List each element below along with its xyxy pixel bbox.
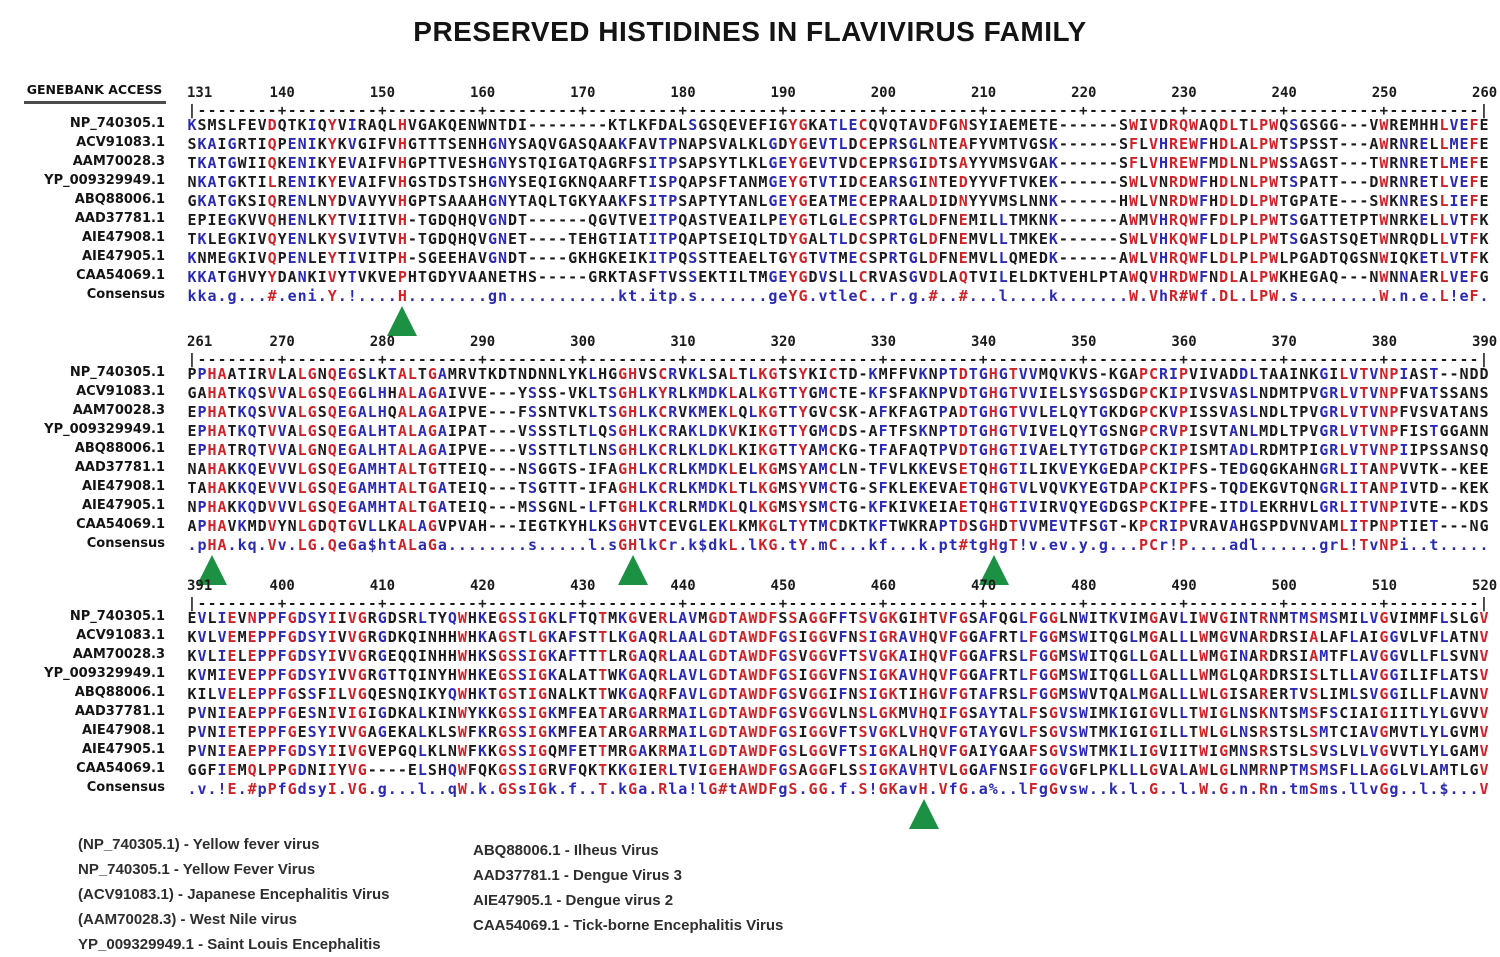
accession-label: AAD37781.1 (74, 211, 165, 226)
residues: TKATGWIIQKENIKYEVAIFVHGPTTVESHGNYSTQIGATQAGRFSITPSAPSYTLKLGEYGEVTVDCEPRSGIDTSAYYVMSVGAK------SFLVHREWFMDLNLPWSSAGST---TWRNRETLMEFE (187, 154, 1489, 172)
sequence-row (0, 134, 1500, 153)
conserved-histidine-arrow-icon (909, 799, 939, 829)
consensus-row (0, 286, 1500, 305)
residues: KNMEGKIVQPENLEYTIVITPH-SGEEHAVGNDT----GKHGKEIKITPQSSTTEAELTGYGTVTMECSPRTGLDFNEMVLLQMEDK------AWLVHRQWFLDLPLPWLPGADTQGSNWIQKETLVTFK (187, 249, 1489, 267)
accession-label: AAM70028.3 (72, 154, 165, 169)
sequence-row (0, 364, 1500, 383)
accession-label: ABQ88006.1 (74, 685, 165, 700)
residues: KSMSLFEVDQTKIQYVIRAQLHVGAKQENWNTDI--------KTLKFDALSGSQEVEFIGYGKATLECQVQTAVDFGNSYIAEMETE------SWIVDRQWAQDLTLPWQSGSGG---VWREMHHLVEFE (187, 116, 1489, 134)
legend-item: AIE47905.1 - Dengue virus 2 (473, 892, 674, 909)
accession-label: AIE47905.1 (82, 249, 165, 264)
sequence-row (0, 402, 1500, 421)
residues: NKATGKTILRENIKYEVAIFVHGSTDSTSHGNYSEQIGKNQAARFTISPQAPSFTANMGEYGTVTIDCEARSGINTEDYYVFTVKEK------SWLVNRDWFHDLNLPWTSPATT---DWRNRETLVEFE (187, 173, 1489, 191)
sequence-row (0, 722, 1500, 741)
residues: APHAVKMDVYNLGDQTGVLLKALAGVPVAH---IEGTKYHLKSGHVTCEVGLEKLKMKGLTYTMCDKTKFTWKRAPTDSGHDTVVMEVTFSGT-KPCRIPVRAVAHGSPDVNVAMLITPNPTIET---NG (187, 517, 1489, 535)
ruler-numbers: 261 270 280 290 300 310 320 330 340 350 360 370 380 390 (187, 334, 1498, 350)
conserved-histidine-arrow-icon (387, 306, 417, 336)
sequence-row (0, 172, 1500, 191)
sequence-row (0, 741, 1500, 760)
consensus-residues: .pHA.kq.Vv.LG.QeGa$htALaGa........s.....l.sGHlkCr.k$dkL.lKG.tY.mC...kf...k.pt#tgHgT!v.ev.y.g...PCr!P....adl......grL!TvNPi..t..... (187, 536, 1489, 554)
accession-label: CAA54069.1 (76, 268, 165, 283)
ruler-numbers: 131 140 150 160 170 180 190 200 210 220 230 240 250 260 (187, 85, 1498, 101)
residues: PVNIEAEPPFGDSYIIVGVEPGQLKLNWFKKGSSIGQMFETTMRGAKRMAILGDTAWDFGSLGGVFTSIGKALHQVFGAIYGAAFSGVSWTMKILIGVIITWIGMNSRSTSLSVSLVLVGVVTLYLGAMV (187, 742, 1489, 760)
residues: EVLIEVNPPFGDSYIIVGRGDSRLTYQWHKEGSSIGKLFTQTMKGVERLAVMGDTAWDFSSAGGFFTSVGKGIHTVFGSAFQGLFGGLNWITKVIMGAVLIWVGINTRNMTMSMSMILVGVIMMFLSLGV (187, 609, 1489, 627)
sequence-row (0, 383, 1500, 402)
residues: EPHATKQTVVALGSQEGALHTALAGAIPAT---VSSSTLTLQSGHLKCRAKLDKVKIKGTTYGMCDS-AFTFSKNPTDTGHGTVIVELQYTGSNGPCRVPISVTANLMDLTPVGRLVTVNPFISTGGANN (187, 422, 1489, 440)
consensus-residues: kka.g...#.eni.Y.!....H........gn...........kt.itp.s.......geYG.vtleC..r.g.#..#...l....k.......W.VhR#Wf.DL.LPW.s........W.n.e.L!eF. (187, 287, 1489, 305)
residues: EPIEGKVVQHENLKYTVIITVH-TGDQHQVGNDT------QGVTVEITPQASTVEAILPEYGTLGLECSPRTGLDFNEMILLTMKNK------AWMVHRQWFFDLPLPWTSGATTETPTWNRKELLVTFK (187, 211, 1489, 229)
legend-item: YP_009329949.1 - Saint Louis Encephalitis (78, 936, 381, 953)
residues: EPHATKQSVVALGSQEGALHQALAGAIPVE---FSSNTVKLTSGHLKCRVKMEKLQLKGTTYGVCSK-AFKFAGTPADTGHGTVVLELQYTGKDGPCKVPISSVASLNDLTPVGRLVTVNPFVSVATANS (187, 403, 1489, 421)
residues: NAHAKKQEVVVLGSQEGAMHTALTGTTEIQ---NSGGTS-IFAGHLKCRLKMDKLELKGMSYAMCLN-TFVLKKEVSETQHGTILIKVEYKGEDAPCKIPFS-TEDGQGKAHNGRLITANPVVTK--KEE (187, 460, 1489, 478)
accession-label: AAM70028.3 (72, 647, 165, 662)
legend-item: NP_740305.1 - Yellow Fever Virus (78, 861, 316, 878)
residues: TAHAKKQEVVVLGSQEGAMHTALTGATEIQ---TSGTTT-IFAGHLKCRLKMDKLTLKGMSYVMCTG-SFKLEKEVAETQHGTVLVQVKYEGTDAPCKIPFS-TQDEKGVTQNGRLITANPIVTD--KEK (187, 479, 1489, 497)
accession-label: ABQ88006.1 (74, 441, 165, 456)
sequence-row (0, 248, 1500, 267)
sequence-row (0, 684, 1500, 703)
accession-label: AIE47908.1 (82, 723, 165, 738)
sequence-row (0, 608, 1500, 627)
consensus-label: Consensus (86, 536, 165, 551)
accession-label: AIE47905.1 (82, 742, 165, 757)
accession-label: YP_009329949.1 (44, 666, 165, 681)
sequence-row (0, 665, 1500, 684)
consensus-row (0, 535, 1500, 554)
sequence-row (0, 440, 1500, 459)
sequence-row (0, 267, 1500, 286)
accession-label: ACV91083.1 (76, 628, 165, 643)
legend-item: (AAM70028.3) - West Nile virus (78, 911, 297, 928)
residues: SKAIGRTIQPENIKYKVGIFVHGTTTSENHGNYSAQVGASQAAKFAVTPNAPSVALKLGDYGEVTLDCEPRSGLNTEAFYVMTVGSK------SFLVHREWFHDLALPWTSPSST---AWRNRELLMEFE (187, 135, 1489, 153)
legend-item: (ACV91083.1) - Japanese Encephalitis Virus (78, 886, 390, 903)
legend-item: ABQ88006.1 - Ilheus Virus (473, 842, 659, 859)
accession-label: AAD37781.1 (74, 460, 165, 475)
residues: KILVELEPPFGSSFILVGQESNQIKYQWHKTGSTIGNALKTTWKGAQRFAVLGDTAWDFGSVGGIFNSIGKTIHGVFGTAFRSLFGGMSWVTQALMGALLLWLGISARERTVSLIMLSVGGILLFLAVNV (187, 685, 1489, 703)
legend-right-column (473, 838, 783, 938)
accession-label: AAM70028.3 (72, 403, 165, 418)
sequence-row (0, 760, 1500, 779)
accession-label: AAD37781.1 (74, 704, 165, 719)
sequence-row (0, 115, 1500, 134)
consensus-residues: .v.!E.#pPfGdsyI.VG.g...l..qW.k.GSsIGk.f..T.kGa.Rla!lG#tAWDFgS.GG.f.S!GKavH.VfG.a%..lFgGvsw..k.l.G..l.W.G.n.Rn.tmSms.llvGg..l.$...V (187, 780, 1489, 798)
legend-item: AAD37781.1 - Dengue Virus 3 (473, 867, 682, 884)
accession-label: ACV91083.1 (76, 135, 165, 150)
sequence-row (0, 627, 1500, 646)
residues: PVNIETEPPFGESYIVVGAGEKALKLSWFKRGSSIGKMFEATARGARRMAILGDTAWDFGSIGGVFTSVGKLVHQVFGTAYGVLFSGVSWTMKIGIGILLTWLGLNSRSTSLSMTCIAVGMVTLYLGVMV (187, 723, 1489, 741)
residues: PPHAATIRVLALGNQEGSLKTALTGAMRVTKDTNDNNLYKLHGGHVSCRVKLSALTLKGTSYKICTD-KMFFVKNPTDTGHGTVVMQVKVS-KGAPCRIPVIVADDLTAAINKGILVTVNPIAST--NDD (187, 365, 1489, 383)
sequence-row (0, 153, 1500, 172)
residues: GKATGKSIQRENLNYDVAVYVHGPTSAAAHGNYTAQLTGKYAAKFSITPSAPTYTANLGEYGEATMECEPRAALDIDNYYVMSLNNK------HWLVNRDWFHDLDLPWTGPATE---SWKNRESLIEFE (187, 192, 1489, 210)
accession-label: ACV91083.1 (76, 384, 165, 399)
accession-label: NP_740305.1 (69, 609, 165, 624)
consensus-label: Consensus (86, 780, 165, 795)
residues: TKLEGKIVQYENLKYSVIVTVH-TGDQHQVGNET----TEHGTIATITPQAPTSEIQLTDYGALTLDCSPRTGLDFNEMVLLTMKEK------SWLVHKQWFLDLPLPWTSGASTSQETWNRQDLLVTFK (187, 230, 1489, 248)
accession-label: CAA54069.1 (76, 517, 165, 532)
accession-label: YP_009329949.1 (44, 422, 165, 437)
figure-title: PRESERVED HISTIDINES IN FLAVIVIRUS FAMILY (413, 16, 1087, 47)
accession-label: NP_740305.1 (69, 365, 165, 380)
accession-label: CAA54069.1 (76, 761, 165, 776)
ruler-numbers: 391 400 410 420 430 440 450 460 470 480 490 500 510 520 (187, 578, 1498, 594)
ruler-line: | - - - - - - - - + - - - - - - - - - + - - - - - - - - - + - - - - - - - - - + - - - - - - - - - + - - - - - - - - - + - - - - - - - - - + - - - - - - - - - + - - - - - - - - - + - - - - - - - - - + - - - - - - - - - + - - - - - - - - - + - - - - - - - - - | (187, 596, 1489, 612)
residues: GAHATKQSVVALGSQEGGLHHALAGAIVVE---YSSS-VKLTSGHLKYRLKMDKLALKGTTYGMCTE-KFSFAKNPVDTGHGTVVIELSYSGSDGPCKIPIVSVASLNDMTPVGRLVTVNPFVATSSANS (187, 384, 1489, 402)
sequence-row (0, 497, 1500, 516)
residues: KVLIELEPPFGDSYIVVGRGEQQINHHWHKSGSSIGKAFTTTLRGAQRLAALGDTAWDFGSVGGVFTSVGKAIHQVFGGAFRSLFGGMSWITQGLLGALLLWMGINARDRSIAMTFLAVGGVLLFLSVNV (187, 647, 1489, 665)
sequence-row (0, 210, 1500, 229)
consensus-label: Consensus (86, 287, 165, 302)
accession-label: AIE47908.1 (82, 479, 165, 494)
accession-label: AIE47905.1 (82, 498, 165, 513)
residues: PVNIEAEPPFGESNIVIGIGDKALKINWYKKGSSIGKMFEATARGARRMAILGDTAWDFGSVGGVLNSLGKMVHQIFGSAYTALFSGVSWIMKIGIGVLLTWIGLNSKNTSMSFSCIAIGIITLYLGVVV (187, 704, 1489, 722)
sequence-row (0, 478, 1500, 497)
accession-label: NP_740305.1 (69, 116, 165, 131)
legend-item: (NP_740305.1) - Yellow fever virus (78, 836, 320, 853)
accession-label: AIE47908.1 (82, 230, 165, 245)
residues: GGFIEMQLPPGDNIIYVG----ELSHQWFQKGSSIGRVFQKTKKGIERLTVIGEHAWDFGSAGGFLSSIGKAVHTVLGGAFNSIFGGVGFLPKLLLGVALAWLGLNMRNPTMSMSFLLAGGLVLAMTLGV (187, 761, 1489, 779)
sequence-row (0, 459, 1500, 478)
ruler-line: | - - - - - - - - + - - - - - - - - - + - - - - - - - - - + - - - - - - - - - + - - - - - - - - - + - - - - - - - - - + - - - - - - - - - + - - - - - - - - - + - - - - - - - - - + - - - - - - - - - + - - - - - - - - - + - - - - - - - - - + - - - - - - - - - | (187, 352, 1489, 368)
genebank-access-label: GENEBANK ACCESS (26, 82, 163, 97)
accession-label: YP_009329949.1 (44, 173, 165, 188)
sequence-row (0, 191, 1500, 210)
legend-item: CAA54069.1 - Tick-borne Encephalitis Virus (473, 917, 784, 934)
sequence-row (0, 703, 1500, 722)
sequence-row (0, 421, 1500, 440)
accession-label: ABQ88006.1 (74, 192, 165, 207)
residues: KVLVEMEPPFGDSYIVVGRGDKQINHHWHKAGSTLGKAFSTTLKGAQRLAALGDTAWDFGSIGGVFNSIGRAVHQVFGGAFRTLFGGMSWITQGLMGALLLWMGVNARDRSIALAFLAIGGVLVFLATNV (187, 628, 1489, 646)
residues: EPHATRQTVVALGNQEGALHTALAGAIPVE---VSSTTLTLNSGHLKCRLKLDKLKIKGTTYAMCKG-TFAFAQTPVDTGHGTIVAELTYTGTDGPCKIPISMTADLRDMTPIGRLVTVNPIIPSSANSQ (187, 441, 1489, 459)
consensus-row (0, 779, 1500, 798)
ruler-line: | - - - - - - - - + - - - - - - - - - + - - - - - - - - - + - - - - - - - - - + - - - - - - - - - + - - - - - - - - - + - - - - - - - - - + - - - - - - - - - + - - - - - - - - - + - - - - - - - - - + - - - - - - - - - + - - - - - - - - - + - - - - - - - - - | (187, 103, 1489, 119)
legend-left-column (78, 832, 390, 957)
sequence-row (0, 646, 1500, 665)
sequence-row (0, 516, 1500, 535)
residues: KKATGHVYYDANKIVYTVKVEPHTGDYVAANETHS-----GRKTASFTVSSEKTILTMGEYGDVSLLCRVASGVDLAQTVILELDKTVEHLPTAWQVHRDWFNDLALPWKHEGAQ---NWNNAERLVEFG (187, 268, 1489, 286)
residues: NPHAKKQDVVVLGSQEGAMHTALTGATEIQ---MSSGNL-LFTGHLKCRLRMDKLQLKGMSYSMCTG-KFKIVKEIAETQHGTIVIRVQYEGDGSPCKIPFE-ITDLEKRHVLGRLITVNPIVTE--KDS (187, 498, 1489, 516)
residues: KVMIEVEPPFGDSYIVVGRGTTQINYHWHKEGSSIGKALATTWKGAQRLAVLGDTAWDFGSIGGVFNSIGKAVHQVFGGAFRTLFGGMSWITQGLLGALLLWMGLQARDRSISLTLLAVGGILIFLATSV (187, 666, 1489, 684)
sequence-row (0, 229, 1500, 248)
